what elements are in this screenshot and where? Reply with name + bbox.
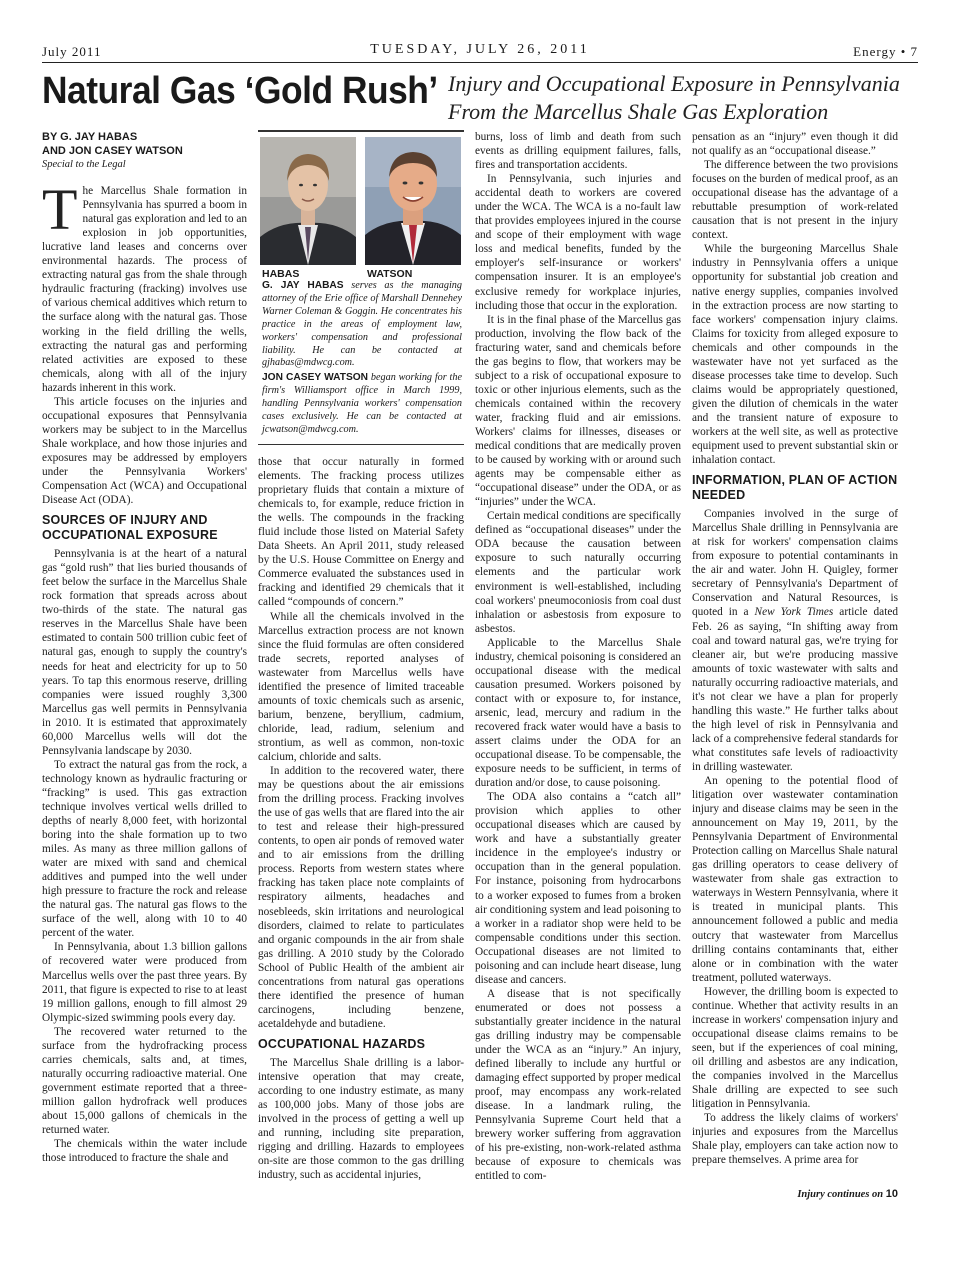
paragraph: In Pennsylvania, such injuries and accidental death to workers are covered under the WCA. The WCA is a no-fault law that provides employees injured in the course and scope of their employment with wage loss and medical benefits, funded by the employer's self-insurance or workers' compensation insurer. It is an employee's exclusive remedy for workplace injuries, including those that occur in the exploration. — [475, 173, 681, 312]
paragraph: In Pennsylvania, about 1.3 billion gallons of recovered water were produced from Marcellus wells over the past three years. By 2011, that figure is expected to rise to at least 19 million gallons, enough to fill almost 29 Olympic-sized swimming pools every day. — [42, 941, 247, 1024]
paragraph: The difference between the two provisions focuses on the burden of medical proof, as an occupational disease has the advantage of a rebuttable presumption of work-related causation that is not present in the injury context. — [692, 159, 898, 242]
bio-rule — [258, 444, 464, 445]
paragraph: The Marcellus Shale drilling is a labor-intensive operation that may create, according to one industry estimate, as many as 100,000 jobs. Many of those jobs are involved in the process of getting a well up and running, including site preparation, rigging and drilling. Hazards to employees on-site are those common to the gas drilling industry, such as accidental injuries, — [258, 1056, 464, 1182]
author-bios — [262, 280, 462, 439]
paragraph: In addition to the recovered water, there may be questions about the air emissions from the drilling process. Fracking involves the use of gas wells that are flared into the air to test and release their high-pressured contents, to open air ponds of removed water and to air emissions from the drilling process. Reports from western states where fracking has taken place note complaints of respiratory ailments, headaches and nosebleeds, skin irritations and neurological disorders, claimed to relate to particulates and organic compounds in the air from shale gas drilling. A 2010 study by the Colorado School of Public Health of the ambient air concentrations from natural gas operations there identified the presence of human carcinogens, including benzene, acetaldehyde and butadiene. — [258, 765, 464, 1030]
intro-paragraph-2: This article focuses on the injuries and occupational exposures that Pennsylvania workers may be subject to in the Marcellus Shale workplace, and how those injuries and exposures may be addressed by employers under the Pennsylvania Workers' Compensation Act (WCA) and Occupational Disease Act (ODA). — [42, 395, 247, 507]
headline: Natural Gas ‘Gold Rush’ — [42, 70, 438, 112]
page-header — [42, 40, 918, 62]
paragraph: The chemicals within the water include those introduced to fracture the shale and — [42, 1138, 247, 1165]
paragraph: While all the chemicals involved in the Marcellus extraction process are not known since the fluid formulas are often considered trade secrets, reported analyses of wastewater from Marcellus wells have identified the presence of limited traceable amounts of toxic chemicals such as arsenic, barium, benzene, beryllium, cadmium, chloride, lead, radium, selenium and strontium, as well as common, non-toxic calcium, chloride and salts. — [258, 610, 464, 763]
caption-watson: WATSON — [367, 268, 413, 280]
section-heading-hazards: OCCUPATIONAL HAZARDS — [258, 1036, 426, 1051]
habas-portrait — [260, 137, 356, 265]
continuation-note: Injury continues on 10 — [797, 1188, 898, 1200]
header-section-page: Energy • 7 — [853, 44, 918, 59]
subhead — [448, 70, 900, 126]
byline-1: BY G. JAY HABAS — [42, 131, 138, 143]
header-month: July 2011 — [42, 44, 102, 59]
header-rule — [42, 62, 918, 63]
habas-photo — [260, 137, 356, 265]
column-2 — [258, 455, 464, 1208]
paragraph: Applicable to the Marcellus Shale industry, chemical poisoning is considered an occupational disease with the medical causation presumed. Workers poisoned by contact with or exposure to, for instance, arsenic, lead, mercury and radium in the recovered frack water would have a basis to assert claims under the ODA for an occupational disease. To be compensable, the exposure needs to be sufficient, in terms of duration and/or dose, to cause poisoning. — [475, 636, 681, 790]
column-1 — [42, 130, 247, 1208]
watson-photo — [365, 137, 461, 265]
section-heading-information: INFORMATION, PLAN OF ACTION NEEDED — [692, 473, 898, 503]
subhead-line-2: From the Marcellus Shale Gas Exploration — [448, 99, 829, 124]
column-3 — [475, 130, 681, 1208]
continuation-page: 10 — [885, 1188, 898, 1200]
watson-portrait — [365, 137, 461, 265]
byline-2: AND JON CASEY WATSON — [42, 145, 183, 157]
paragraph: To extract the natural gas from the rock, a technology known as hydraulic fracturing or “fracking” is used. This gas extraction technique involves vertical wells drilled to depths of nearly 8,000 feet, with horizontal boring into the shale formation up to two miles. As many as three million gallons of water are mixed with sand and chemical additives and pumped into the well under high pressure to fracture the rock and release the natural gas. The natural gas flows to the surface of the well, along with 10 to 40 percent of the water. — [42, 758, 247, 940]
paragraph: those that occur naturally in formed elements. The fracking process utilizes proprietary fluids that contain a mixture of chemicals to, for example, reduce friction in the wells. The compounds in the fracking fluid include those listed on Material Safety Data Sheets. An April 2011, study released by the U.S. House Committee on Energy and Commerce evaluated the substances used in fracking and identified 29 chemicals that it called “compounds of concern.” — [258, 456, 464, 609]
subhead-line-1: Injury and Occupational Exposure in Pennsylvania — [448, 71, 900, 96]
photo-rule — [258, 130, 464, 132]
paragraph: While the burgeoning Marcellus Shale industry in Pennsylvania offers a unique opportunity for substantial job creation and native energy supplies, companies involved in the extraction process are now starting to face workers' compensation injury claims. Claims for toxicity from alleged exposure to chemicals and other compounds in the wastewater have not yet surfaced as the disease processes take time to develop. Such claims would be appropriately questioned, given the dilution of chemicals in the water and the transient nature of exposure to workers at the well site, as well as protective equipment used to prevent substantial skin or inhalation contact. — [692, 243, 898, 467]
paragraph: However, the drilling boom is expected to continue. Whether that activity results in an increase in workers' compensation injury and occupational disease claims remains to be seen, but if the experiences of coal mining, oil drilling and asbestos are any indication, the companies involved in the Marcellus Shale drilling are expected to see such litigation in Pennsylvania. — [692, 985, 898, 1111]
drop-cap: T — [42, 177, 78, 243]
column-4 — [692, 130, 898, 1210]
paragraph: An opening to the potential flood of litigation over wastewater contamination injury and disease claims may be seen in the announcement on May 19, 2011, by the Pennsylvania Department of Environmental Protection calling on Marcellus Shale natural gas drilling operators to cease delivery of wastewater from shale gas extraction to waterways in Western Pennsylvania, where it is treated in municipal plants. This announcement followed a public and media outcry that wastewater from Marcellus drilling contains contaminants that, either alone or in combination with the water treatment, polluted waterways. — [692, 775, 898, 984]
paragraph: A disease that is not specifically enumerated or does not possess a substantially greater incidence in the natural gas drilling industry may be compensable under the WCA as an “injury.” An injury, defined liberally to include any hurtful or damaging effect supported by proper medical proof, may encompass any work-related disease. In a landmark ruling, the Pennsylvania Supreme Court held that a brewery worker suffering from aggravation of his pre-existing, non-work-related asthma because of exposure to chemicals was entitled to com- — [475, 987, 681, 1183]
paragraph: Companies involved in the surge of Marcellus Shale drilling in Pennsylvania are at risk for workers' compensation claims from exposure to potential contaminants in the air and water. John H. Quigley, former secretary of Pennsylvania's Department of Conservation and Natural Resources, is quoted in a New York Times article dated Feb. 26 as saying, “In shifting away from coal and toward natural gas, we're trying for cleaner air, but we're producing massive amounts of toxic wastewater with salts and naturally occurring radioactive materials, and it's not clear we have a plan for properly handling this waste.” He further talks about the high level of risk in Pennsylvania and lack of a comprehensive federal standards for what constitutes safe levels of radioactivity in drilling wastewater. — [692, 508, 898, 773]
byline-credit: Special to the Legal — [42, 159, 126, 170]
intro-paragraph-1: The Marcellus Shale formation in Pennsylvania has spurred a boom in natural gas exploration and led to an explosion in job opportunities, lucrative land leases and concerns over environmental hazards. The process of extracting natural gas from the shale through hydraulic fracturing (fracking) involves use of various chemical additives which return to the surface along with the natural gas. Those working in the field drilling the wells, extracting the natural gas and performing related activities are exposed to these chemicals, along with all of the injury hazards inherent in this work. — [42, 177, 247, 394]
paragraph: Pennsylvania is at the heart of a natural gas “gold rush” that lies buried thousands of feet below the surface in the Marcellus Shale rock formation that spreads across about two-thirds of the state. The natural gas reserves in the Marcellus Shale have been estimated to contain 500 trillion cubic feet of natural gas, enough to supply the country's needs for heat and electricity for up to 50 years. To tap this enormous reserve, drilling companies were issued roughly 3,300 Marcellus gas well permits in Pennsylvania in 2010. It is estimated that approximately 60,000 Marcellus wells will dot the Pennsylvania landscape by 2030. — [42, 548, 247, 757]
paragraph: The recovered water returned to the surface from the hydrofracking process carries chemicals, salts and, at times, naturally occurring radioactive material. One government estimate reported that a three-million gallon hydrofrack well produces about 15,000 gallons of chemicals in the returned water. — [42, 1025, 247, 1137]
bio-watson: JON CASEY WATSON began working for the firm's Williamsport office in March 1999, handling Pennsylvania workers' compensation cases exclusively. He can be contacted at jcwatson@mdwcg.com. — [262, 372, 463, 435]
section-heading-sources: SOURCES OF INJURY AND OCCUPATIONAL EXPOSURE — [42, 513, 218, 543]
caption-habas: HABAS — [262, 268, 300, 280]
paragraph: It is in the final phase of the Marcellus gas production, involving the flow back of the fracturing water, sand and chemicals before the gas begins to flow, that workers may be subject to a risk of occupational exposure to toxic or other injurious elements, such as the chemicals contained within the recovery water, fracking fluid and air emissions. Workers' claims for illnesses, diseases or medical conditions that are medically proven to be caused by working with or around such agents may be compensable either as “occupational disease” under the ODA, or as “injuries” under the WCA. — [475, 313, 681, 509]
paragraph: Certain medical conditions are specifically defined as “occupational diseases” under the ODA because the causation between exposure to such naturally occurring elements and the particular work environment is well-established, including coal workers' pneumoconiosis from coal dust inhalation or asbestosis from exposure to asbestos. — [475, 510, 681, 635]
paragraph: The ODA also contains a “catch all” provision which applies to other occupational diseases which are caused by work and have a substantially greater incidence in the employee's industry or occupation than in the general population. For instance, poisoning from hydrocarbons to a worker exposed to fumes from a broken air conditioning system and lead poisoning to a worker in a radiator shop were held to be compensable conditions under this section. Occupational diseases are not limited to poisoning and can include heart disease, lung disease and cancers. — [475, 791, 681, 986]
paragraph: To address the likely claims of workers' injuries and exposures from the Marcellus Shale play, employers can take action now to prepare themselves. A prime area for — [692, 1112, 898, 1167]
header-date: TUESDAY, JULY 26, 2011 — [370, 42, 590, 57]
paragraph: burns, loss of limb and death from such events as drilling equipment failures, falls, fires and transportation accidents. — [475, 131, 681, 172]
paragraph: pensation as an “injury” even though it did not qualify as an “occupational disease.” — [692, 131, 898, 158]
bio-habas: G. JAY HABAS serves as the managing attorney of the Erie office of Marshall Dennehey Warner Coleman & Goggin. He concentrates his practice in the areas of employment law, workers' compensation and professional liability. He can be contacted at gjhabas@mdwcg.com. — [262, 280, 462, 369]
